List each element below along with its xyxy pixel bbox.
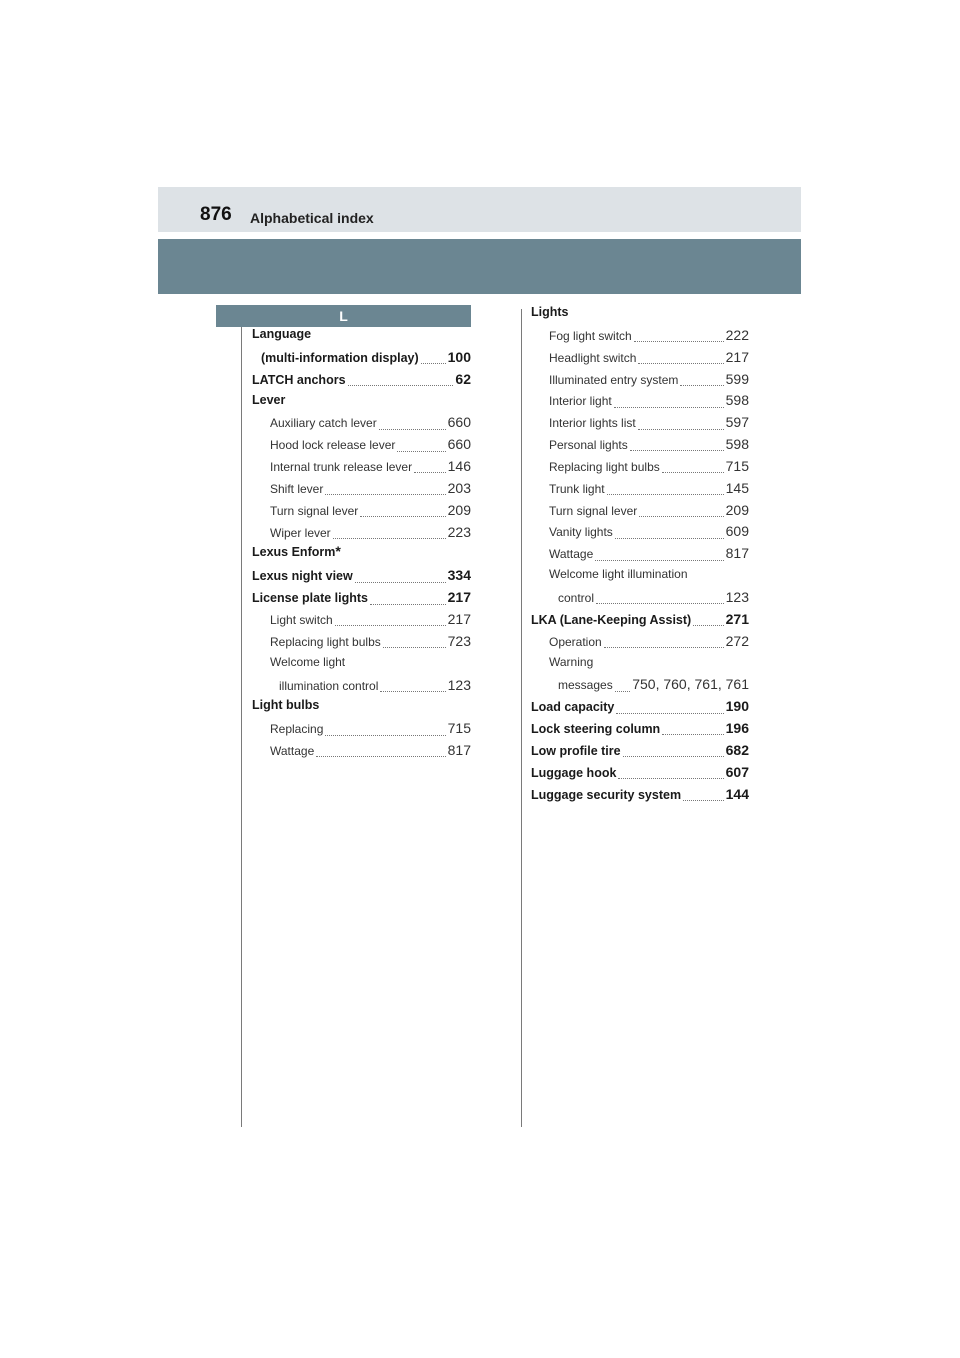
index-entry [252,436,471,458]
index-entry [531,502,749,524]
page-reference[interactable]: 272 [725,632,749,649]
leader-dots [596,603,724,604]
index-entry [531,720,749,742]
leader-dots [414,472,446,473]
index-entry [252,677,471,699]
page-reference[interactable]: 222 [725,326,749,343]
index-entry [531,371,749,393]
index-term: Language [252,327,312,341]
index-entry [531,305,749,327]
index-term: Turn signal lever [549,503,638,518]
page-reference[interactable]: 817 [447,742,471,759]
page-reference[interactable]: 223 [447,523,471,540]
index-term: Lever [252,392,286,407]
page-reference[interactable]: 217 [725,348,749,365]
page-reference[interactable]: 271 [725,610,749,627]
page-reference[interactable]: 217 [447,610,471,627]
leader-dots [380,691,445,692]
page-reference[interactable]: 190 [725,698,749,715]
page-reference[interactable]: 203 [447,479,471,496]
page-reference[interactable]: 209 [447,501,471,518]
index-entry [531,545,749,567]
index-term: Headlight switch [549,350,637,365]
page-reference[interactable]: 196 [725,720,749,737]
index-term: Personal lights [549,438,628,453]
index-term: Load capacity [531,700,615,715]
index-entry [531,523,749,545]
index-entry [252,567,471,589]
index-entry [252,524,471,546]
page-reference[interactable]: 723 [447,632,471,649]
leader-dots [623,756,724,757]
index-entry [252,393,471,415]
index-term: Internal trunk release lever [270,460,413,475]
leader-dots [325,735,445,736]
index-entry [531,392,749,414]
index-entry [252,349,471,371]
leader-dots [615,691,631,692]
page-reference[interactable]: 146 [447,458,471,475]
index-term: Replacing light bulbs [549,459,660,474]
leader-dots [634,341,724,342]
leader-dots [333,538,446,539]
index-entry [252,720,471,742]
index-term: control [558,590,595,605]
leader-dots [595,560,723,561]
index-term: Replacing light bulbs [270,634,381,649]
page-reference[interactable]: 682 [725,741,749,758]
leader-dots [379,429,446,430]
column-rule-middle [521,309,522,1127]
leader-dots [615,538,724,539]
index-entry [531,611,749,633]
index-entry [531,436,749,458]
index-entry [531,480,749,502]
column-rule-left [241,309,242,1127]
index-entry [252,458,471,480]
page-reference[interactable]: 817 [725,545,749,562]
leader-dots [360,516,445,517]
leader-dots [630,450,724,451]
index-term: Hood lock release lever [270,438,396,453]
index-term: Operation [549,634,602,649]
index-entry [252,589,471,611]
index-term: Lock steering column [531,722,661,737]
index-term: Fog light switch [549,328,632,343]
index-term: Interior lights list [549,416,636,431]
leader-dots [335,625,446,626]
leader-dots [355,582,446,583]
index-term: illumination control [279,678,379,693]
page-reference[interactable]: 609 [725,523,749,540]
page-reference[interactable]: 209 [725,501,749,518]
page-reference[interactable]: 334 [447,567,471,584]
index-entry [531,786,749,808]
page-reference[interactable]: 607 [725,763,749,780]
index-term: Luggage hook [531,765,617,780]
leader-dots [397,451,445,452]
page-reference[interactable]: 598 [725,392,749,409]
leader-dots [618,778,723,779]
leader-dots [316,756,445,757]
index-entry [531,676,749,698]
page-reference[interactable]: 715 [725,457,749,474]
index-term: LKA (Lane-Keeping Assist) [531,612,692,627]
index-entry [252,414,471,436]
index-entry [531,655,749,677]
index-term: Wiper lever [270,525,331,540]
index-term: Lexus night view [252,569,353,584]
page-reference[interactable]: 145 [725,479,749,496]
index-term: Interior light [549,394,612,409]
index-term: Shift lever [270,481,324,496]
index-term: Warning [549,654,594,669]
index-entry [531,458,749,480]
index-entry [252,633,471,655]
index-term: Lexus Enform [252,545,336,560]
page-reference[interactable]: 100 [447,348,471,365]
leader-dots [662,734,723,735]
page-reference[interactable]: 597 [725,414,749,431]
page-reference[interactable]: 144 [725,785,749,802]
leader-dots [604,647,724,648]
index-entry [252,480,471,502]
index-entry [531,414,749,436]
page-reference[interactable]: 660 [447,436,471,453]
index-term: Vanity lights [549,525,613,540]
index-entry [252,371,471,393]
page-reference[interactable]: 123 [447,676,471,693]
index-term: Wattage [549,547,594,562]
index-term: Trunk light [549,481,605,496]
index-term: LATCH anchors [252,372,346,387]
index-term: Auxiliary catch lever [270,416,377,431]
leader-dots [348,385,454,386]
leader-dots [616,713,723,714]
index-entry [252,655,471,677]
section-letter-tab: L [216,305,471,327]
leader-dots [680,385,723,386]
index-entry [531,742,749,764]
index-entry [252,611,471,633]
section-title: Alphabetical index [250,210,374,226]
index-entry [252,742,471,764]
page-reference[interactable]: 217 [447,589,471,606]
index-entry [252,502,471,524]
index-entry: Lexus Enform * [252,545,341,560]
index-entry [531,764,749,786]
leader-dots [325,494,445,495]
index-entry [252,698,471,720]
leader-dots [638,363,723,364]
index-term: Light switch [270,612,333,627]
index-entry [531,698,749,720]
page-reference[interactable]: 123 [725,588,749,605]
index-entry [531,567,749,589]
header-band [158,239,801,294]
page-reference[interactable]: 62 [455,370,471,387]
index-entry [531,589,749,611]
leader-dots [683,800,724,801]
page-reference[interactable]: 599 [725,370,749,387]
index-entry [252,327,471,349]
leader-dots [383,647,446,648]
index-entry [531,327,749,349]
leader-dots [607,494,724,495]
leader-dots [638,429,724,430]
index-term: Welcome light illumination [549,567,688,582]
index-term: Illuminated entry system [549,372,679,387]
index-term: Lights [531,305,569,319]
index-term: License plate lights [252,591,369,606]
index-entry [531,633,749,655]
leader-dots [662,472,724,473]
index-column-left [252,327,471,764]
index-term: messages [558,678,613,693]
index-entry [531,349,749,371]
index-term: Luggage security system [531,787,682,802]
index-term: Wattage [270,744,315,759]
index-term: Turn signal lever [270,503,359,518]
index-term: Welcome light [270,654,346,669]
leader-dots [639,516,723,517]
index-term: (multi-information display) [261,350,419,365]
page-reference[interactable]: 598 [725,436,749,453]
page-reference[interactable]: 660 [447,414,471,431]
page-reference[interactable]: 750, 760, 761, 761 [632,676,749,693]
index-term: Light bulbs [252,698,320,713]
leader-dots [693,625,723,626]
leader-dots [614,407,724,408]
leader-dots [421,363,446,364]
index-term: Replacing [270,722,324,737]
page-number: 876 [200,204,232,225]
index-term: Low profile tire [531,743,621,758]
leader-dots [370,604,446,605]
page-reference[interactable]: 715 [447,720,471,737]
index-column-right [531,305,749,807]
